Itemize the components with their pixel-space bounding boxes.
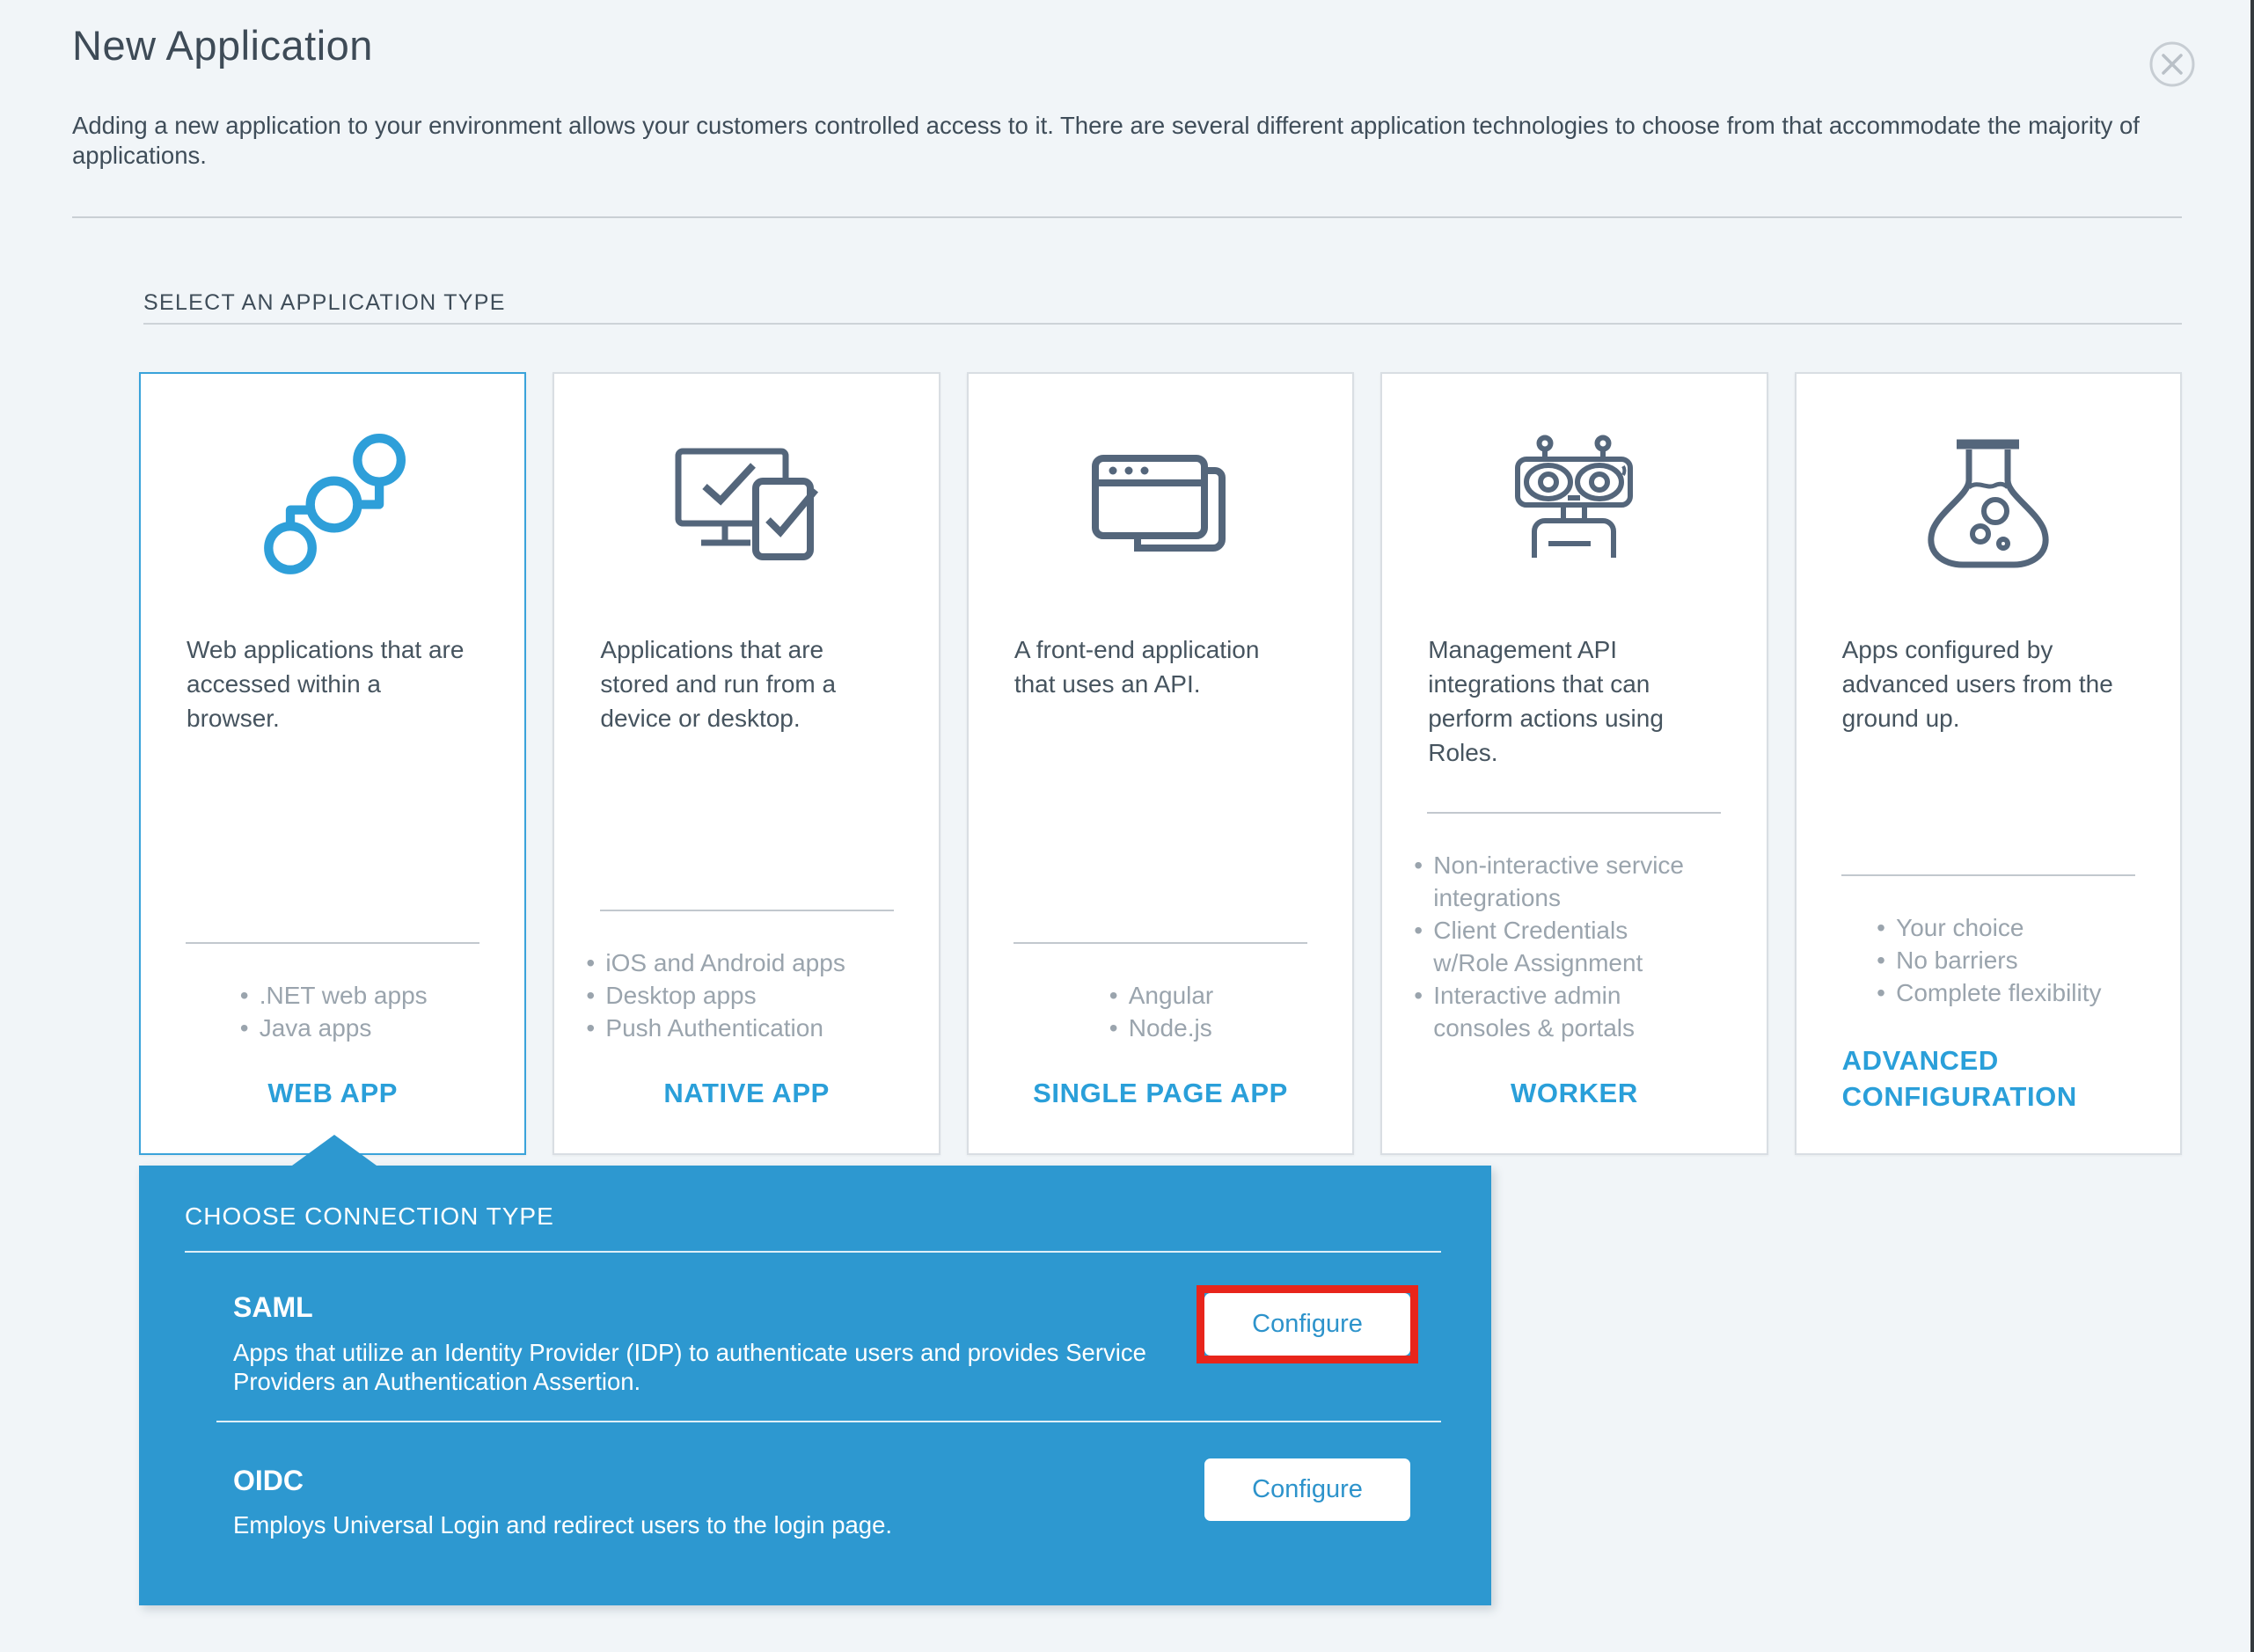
app-type-card-native-app[interactable] [553,372,940,1155]
oidc-option-description: Employs Universal Login and redirect users to the login page. [233,1511,893,1539]
panel-divider [185,1251,1441,1253]
circle-x-icon [2148,40,2196,88]
feature-item: • Your choice [1875,911,2101,944]
header-divider [72,216,2182,218]
feature-item: • Push Authentication [584,1012,875,1044]
card-type-label: NATIVE APP [663,1078,830,1108]
card-divider [1427,812,1721,814]
section-divider [143,323,2182,325]
page-description: Adding a new application to your environment allows your customers controlled access to it. There are several different application technologies to choose from that accommodate the majority of applications. [72,112,2140,169]
card-feature-list [1382,849,1766,1044]
feature-item: • Interactive admin consoles & portals [1412,979,1702,1044]
feature-item: • Complete flexibility [1875,976,2101,1009]
card-description: Applications that are stored and run from a device or desktop. [600,636,837,732]
flask-icon [1797,427,2180,583]
oidc-configure-button[interactable]: Configure [1204,1458,1410,1521]
saml-option-title: SAML [233,1291,313,1323]
section-label: SELECT AN APPLICATION TYPE [143,290,506,315]
card-feature-list [554,947,938,1044]
feature-item: • Non-interactive service integrations [1412,849,1702,914]
choose-connection-panel [139,1166,1491,1605]
app-type-card-advanced-configuration[interactable] [1795,372,2182,1155]
card-type-label: ADVANCED CONFIGURATION [1841,1045,2077,1112]
card-divider [1841,874,2135,876]
feature-item: • Client Credentials w/Role Assignment [1412,914,1702,979]
window-edge [2250,0,2254,1652]
browser-windows-icon [969,427,1352,583]
card-divider [186,942,479,944]
page-title: New Application [72,22,373,69]
card-description: A front-end application that uses an API. [1014,636,1260,698]
application-type-cards [139,372,2182,1155]
highlight-annotation [1197,1285,1418,1363]
card-description: Management API integrations that can perform actions using Roles. [1428,636,1664,766]
panel-divider [216,1421,1441,1422]
card-description: Web applications that are accessed within a browser. [187,636,465,732]
card-type-label: WORKER [1511,1078,1638,1108]
oidc-option-title: OIDC [233,1465,304,1496]
app-type-card-worker[interactable] [1380,372,1767,1155]
feature-item: • Node.js [1108,1012,1214,1044]
card-feature-list [238,979,428,1044]
saml-configure-button[interactable]: Configure [1204,1293,1410,1356]
card-type-label: WEB APP [267,1078,399,1108]
feature-item: • Java apps [238,1012,428,1044]
card-divider [1014,942,1307,944]
feature-item: • .NET web apps [238,979,428,1012]
feature-item: • No barriers [1875,944,2101,976]
feature-item: • Desktop apps [584,979,875,1012]
panel-caret [292,1135,377,1166]
app-type-card-web-app[interactable] [139,372,526,1155]
saml-option-description: Apps that utilize an Identity Provider (IDP) to authenticate users and provides Service Providers an Authentication Assertion. [233,1339,1146,1395]
app-type-card-single-page-app[interactable] [967,372,1354,1155]
devices-check-icon [554,427,938,583]
card-feature-list [1108,979,1214,1044]
card-type-label: SINGLE PAGE APP [1033,1078,1288,1108]
feature-item: • Angular [1108,979,1214,1012]
connected-nodes-icon [141,427,524,583]
close-button[interactable] [2148,40,2196,88]
card-feature-list [1875,911,2101,1009]
robot-icon [1382,427,1766,583]
feature-item: • iOS and Android apps [584,947,875,979]
card-divider [600,910,894,911]
card-description: Apps configured by advanced users from the ground up. [1841,636,2113,732]
panel-heading: CHOOSE CONNECTION TYPE [185,1202,554,1230]
